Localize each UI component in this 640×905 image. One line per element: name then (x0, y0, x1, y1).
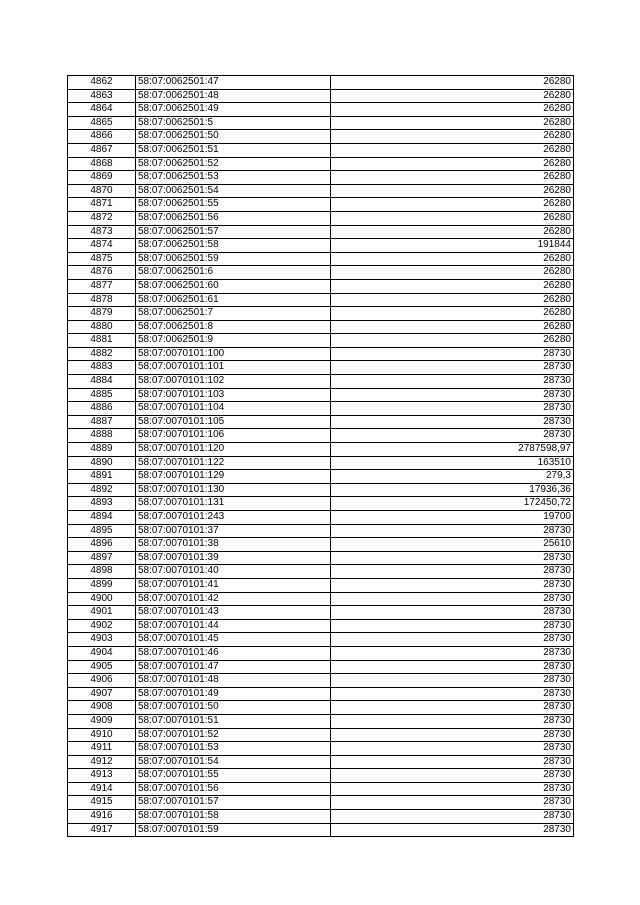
cadastral-number-cell: 58:07:0070101:46 (136, 646, 331, 660)
row-number-cell: 4899 (68, 578, 136, 592)
cadastral-number-cell: 58:07:0070101:53 (136, 742, 331, 756)
row-number-cell: 4866 (68, 130, 136, 144)
cadastral-number-cell: 58:07:0070101:105 (136, 415, 331, 429)
cadastral-number-cell: 58:07:0070101:47 (136, 660, 331, 674)
row-number-cell: 4868 (68, 157, 136, 171)
value-cell: 26280 (331, 198, 574, 212)
value-cell: 28730 (331, 619, 574, 633)
value-cell: 26280 (331, 225, 574, 239)
table-row (68, 470, 574, 484)
table-row (68, 769, 574, 783)
row-number-cell: 4870 (68, 184, 136, 198)
row-number-cell: 4911 (68, 742, 136, 756)
row-number-cell: 4889 (68, 443, 136, 457)
value-cell: 28730 (331, 823, 574, 837)
table-row (68, 782, 574, 796)
value-cell: 26280 (331, 171, 574, 185)
value-cell: 26280 (331, 307, 574, 321)
value-cell: 26280 (331, 334, 574, 348)
cadastral-number-cell: 58:07:0062501:6 (136, 266, 331, 280)
value-cell: 28730 (331, 633, 574, 647)
cadastral-number-cell: 58:07:0062501:55 (136, 198, 331, 212)
cadastral-number-cell: 58:07:0070101:49 (136, 687, 331, 701)
cadastral-number-cell: 58:07:0062501:58 (136, 239, 331, 253)
value-cell: 28730 (331, 755, 574, 769)
table-row (68, 701, 574, 715)
row-number-cell: 4904 (68, 646, 136, 660)
row-number-cell: 4908 (68, 701, 136, 715)
cadastral-number-cell: 58:07:0070101:48 (136, 674, 331, 688)
row-number-cell: 4917 (68, 823, 136, 837)
data-table (67, 75, 574, 837)
cadastral-number-cell: 58:07:0070101:131 (136, 497, 331, 511)
row-number-cell: 4876 (68, 266, 136, 280)
row-number-cell: 4884 (68, 375, 136, 389)
table-row (68, 279, 574, 293)
table-row (68, 239, 574, 253)
value-cell: 28730 (331, 769, 574, 783)
value-cell: 28730 (331, 714, 574, 728)
row-number-cell: 4888 (68, 429, 136, 443)
cadastral-number-cell: 58:07:0062501:61 (136, 293, 331, 307)
table-row (68, 483, 574, 497)
cadastral-number-cell: 58:07:0070101:130 (136, 483, 331, 497)
cadastral-number-cell: 58:07:0070101:58 (136, 810, 331, 824)
row-number-cell: 4880 (68, 320, 136, 334)
row-number-cell: 4867 (68, 143, 136, 157)
cadastral-number-cell: 58:07:0062501:52 (136, 157, 331, 171)
cadastral-number-cell: 58:07:0070101:42 (136, 592, 331, 606)
value-cell: 28730 (331, 782, 574, 796)
cadastral-number-cell: 58:07:0070101:122 (136, 456, 331, 470)
cadastral-number-cell: 58:07:0070101:55 (136, 769, 331, 783)
table-row (68, 211, 574, 225)
value-cell: 26280 (331, 89, 574, 103)
value-cell: 26280 (331, 143, 574, 157)
row-number-cell: 4916 (68, 810, 136, 824)
value-cell: 172450,72 (331, 497, 574, 511)
value-cell: 26280 (331, 116, 574, 130)
table-row (68, 171, 574, 185)
row-number-cell: 4902 (68, 619, 136, 633)
table-row (68, 225, 574, 239)
cadastral-number-cell: 58:07:0062501:48 (136, 89, 331, 103)
cadastral-number-cell: 58:07:0062501:7 (136, 307, 331, 321)
value-cell: 28730 (331, 415, 574, 429)
table-row (68, 823, 574, 837)
row-number-cell: 4879 (68, 307, 136, 321)
table-row (68, 592, 574, 606)
row-number-cell: 4913 (68, 769, 136, 783)
value-cell: 279,3 (331, 470, 574, 484)
value-cell: 26280 (331, 211, 574, 225)
cadastral-number-cell: 58:07:0062501:57 (136, 225, 331, 239)
cadastral-number-cell: 58:07:0070101:40 (136, 565, 331, 579)
value-cell: 26280 (331, 76, 574, 90)
table-row (68, 184, 574, 198)
row-number-cell: 4882 (68, 347, 136, 361)
row-number-cell: 4878 (68, 293, 136, 307)
cadastral-number-cell: 58:07:0070101:104 (136, 402, 331, 416)
value-cell: 25610 (331, 538, 574, 552)
table-body (68, 76, 574, 837)
row-number-cell: 4901 (68, 606, 136, 620)
cadastral-number-cell: 58:07:0062501:8 (136, 320, 331, 334)
value-cell: 28730 (331, 551, 574, 565)
table-row (68, 252, 574, 266)
table-row (68, 76, 574, 90)
value-cell: 163510 (331, 456, 574, 470)
value-cell: 2787598,97 (331, 443, 574, 457)
value-cell: 17936,36 (331, 483, 574, 497)
value-cell: 28730 (331, 674, 574, 688)
cadastral-number-cell: 58:07:0070101:44 (136, 619, 331, 633)
cadastral-number-cell: 58:07:0062501:56 (136, 211, 331, 225)
value-cell: 26280 (331, 279, 574, 293)
table-row (68, 511, 574, 525)
table-row (68, 646, 574, 660)
table-row (68, 565, 574, 579)
value-cell: 28730 (331, 565, 574, 579)
cadastral-number-cell: 58:07:0070101:54 (136, 755, 331, 769)
row-number-cell: 4865 (68, 116, 136, 130)
value-cell: 26280 (331, 320, 574, 334)
table-row (68, 198, 574, 212)
table-row (68, 810, 574, 824)
row-number-cell: 4896 (68, 538, 136, 552)
value-cell: 26280 (331, 266, 574, 280)
row-number-cell: 4910 (68, 728, 136, 742)
row-number-cell: 4890 (68, 456, 136, 470)
cadastral-number-cell: 58:07:0062501:9 (136, 334, 331, 348)
row-number-cell: 4887 (68, 415, 136, 429)
cadastral-number-cell: 58:07:0070101:51 (136, 714, 331, 728)
table-row (68, 429, 574, 443)
row-number-cell: 4883 (68, 361, 136, 375)
table-row (68, 456, 574, 470)
cadastral-number-cell: 58:07:0070101:243 (136, 511, 331, 525)
value-cell: 28730 (331, 361, 574, 375)
table-row (68, 687, 574, 701)
table-row (68, 130, 574, 144)
row-number-cell: 4869 (68, 171, 136, 185)
value-cell: 28730 (331, 429, 574, 443)
value-cell: 19700 (331, 511, 574, 525)
cadastral-number-cell: 58:07:0062501:51 (136, 143, 331, 157)
row-number-cell: 4891 (68, 470, 136, 484)
row-number-cell: 4905 (68, 660, 136, 674)
value-cell: 28730 (331, 347, 574, 361)
cadastral-number-cell: 58:07:0062501:5 (136, 116, 331, 130)
row-number-cell: 4873 (68, 225, 136, 239)
row-number-cell: 4862 (68, 76, 136, 90)
cadastral-number-cell: 58:07:0062501:47 (136, 76, 331, 90)
row-number-cell: 4871 (68, 198, 136, 212)
table-row (68, 415, 574, 429)
table-row (68, 674, 574, 688)
cadastral-number-cell: 58:07:0070101:37 (136, 524, 331, 538)
cadastral-number-cell: 58:07:0062501:53 (136, 171, 331, 185)
cadastral-number-cell: 58:07:0070101:100 (136, 347, 331, 361)
value-cell: 28730 (331, 375, 574, 389)
table-row (68, 307, 574, 321)
table-row (68, 633, 574, 647)
table-row (68, 293, 574, 307)
cadastral-number-cell: 58:07:0070101:39 (136, 551, 331, 565)
row-number-cell: 4915 (68, 796, 136, 810)
row-number-cell: 4900 (68, 592, 136, 606)
value-cell: 28730 (331, 606, 574, 620)
value-cell: 191844 (331, 239, 574, 253)
value-cell: 26280 (331, 252, 574, 266)
table-row (68, 742, 574, 756)
row-number-cell: 4893 (68, 497, 136, 511)
table-row (68, 578, 574, 592)
table-row (68, 89, 574, 103)
table-row (68, 375, 574, 389)
row-number-cell: 4897 (68, 551, 136, 565)
table-row (68, 157, 574, 171)
cadastral-number-cell: 58:07:0070101:103 (136, 388, 331, 402)
cadastral-number-cell: 58:07:0070101:129 (136, 470, 331, 484)
cadastral-number-cell: 58:07:0070101:38 (136, 538, 331, 552)
row-number-cell: 4885 (68, 388, 136, 402)
row-number-cell: 4892 (68, 483, 136, 497)
cadastral-number-cell: 58:07:0070101:57 (136, 796, 331, 810)
cadastral-number-cell: 58:07:0070101:50 (136, 701, 331, 715)
value-cell: 28730 (331, 687, 574, 701)
cadastral-number-cell: 58:07:0062501:60 (136, 279, 331, 293)
row-number-cell: 4898 (68, 565, 136, 579)
table-row (68, 103, 574, 117)
row-number-cell: 4912 (68, 755, 136, 769)
table-row (68, 143, 574, 157)
value-cell: 28730 (331, 402, 574, 416)
table-row (68, 660, 574, 674)
table-row (68, 538, 574, 552)
cadastral-number-cell: 58:07:0070101:41 (136, 578, 331, 592)
table-row (68, 714, 574, 728)
table-row (68, 320, 574, 334)
table-row (68, 388, 574, 402)
cadastral-number-cell: 58:07:0062501:50 (136, 130, 331, 144)
table-row (68, 402, 574, 416)
cadastral-number-cell: 58:07:0062501:49 (136, 103, 331, 117)
table-row (68, 266, 574, 280)
table-row (68, 606, 574, 620)
table-row (68, 497, 574, 511)
table-row (68, 524, 574, 538)
value-cell: 28730 (331, 810, 574, 824)
value-cell: 28730 (331, 592, 574, 606)
row-number-cell: 4874 (68, 239, 136, 253)
value-cell: 26280 (331, 157, 574, 171)
table-row (68, 551, 574, 565)
table-row (68, 796, 574, 810)
value-cell: 28730 (331, 388, 574, 402)
row-number-cell: 4872 (68, 211, 136, 225)
value-cell: 26280 (331, 130, 574, 144)
value-cell: 28730 (331, 728, 574, 742)
value-cell: 28730 (331, 660, 574, 674)
row-number-cell: 4906 (68, 674, 136, 688)
cadastral-number-cell: 58:07:0070101:56 (136, 782, 331, 796)
row-number-cell: 4914 (68, 782, 136, 796)
row-number-cell: 4894 (68, 511, 136, 525)
cadastral-number-cell: 58:07:0070101:45 (136, 633, 331, 647)
cadastral-number-cell: 58:07:0070101:59 (136, 823, 331, 837)
table-row (68, 443, 574, 457)
table-row (68, 755, 574, 769)
row-number-cell: 4864 (68, 103, 136, 117)
value-cell: 26280 (331, 103, 574, 117)
row-number-cell: 4875 (68, 252, 136, 266)
value-cell: 26280 (331, 293, 574, 307)
value-cell: 28730 (331, 742, 574, 756)
cadastral-number-cell: 58:07:0070101:102 (136, 375, 331, 389)
table-row (68, 334, 574, 348)
cadastral-number-cell: 58:07:0070101:101 (136, 361, 331, 375)
value-cell: 28730 (331, 796, 574, 810)
table-row (68, 619, 574, 633)
cadastral-number-cell: 58:07:0070101:43 (136, 606, 331, 620)
row-number-cell: 4877 (68, 279, 136, 293)
row-number-cell: 4895 (68, 524, 136, 538)
cadastral-number-cell: 58:07:0062501:54 (136, 184, 331, 198)
cadastral-number-cell: 58:07:0070101:120 (136, 443, 331, 457)
row-number-cell: 4886 (68, 402, 136, 416)
table-row (68, 347, 574, 361)
table-row (68, 728, 574, 742)
value-cell: 28730 (331, 701, 574, 715)
value-cell: 28730 (331, 524, 574, 538)
cadastral-number-cell: 58:07:0070101:106 (136, 429, 331, 443)
value-cell: 28730 (331, 578, 574, 592)
table-row (68, 116, 574, 130)
row-number-cell: 4907 (68, 687, 136, 701)
row-number-cell: 4909 (68, 714, 136, 728)
value-cell: 26280 (331, 184, 574, 198)
row-number-cell: 4881 (68, 334, 136, 348)
table-row (68, 361, 574, 375)
cadastral-number-cell: 58:07:0070101:52 (136, 728, 331, 742)
cadastral-number-cell: 58:07:0062501:59 (136, 252, 331, 266)
row-number-cell: 4903 (68, 633, 136, 647)
row-number-cell: 4863 (68, 89, 136, 103)
value-cell: 28730 (331, 646, 574, 660)
